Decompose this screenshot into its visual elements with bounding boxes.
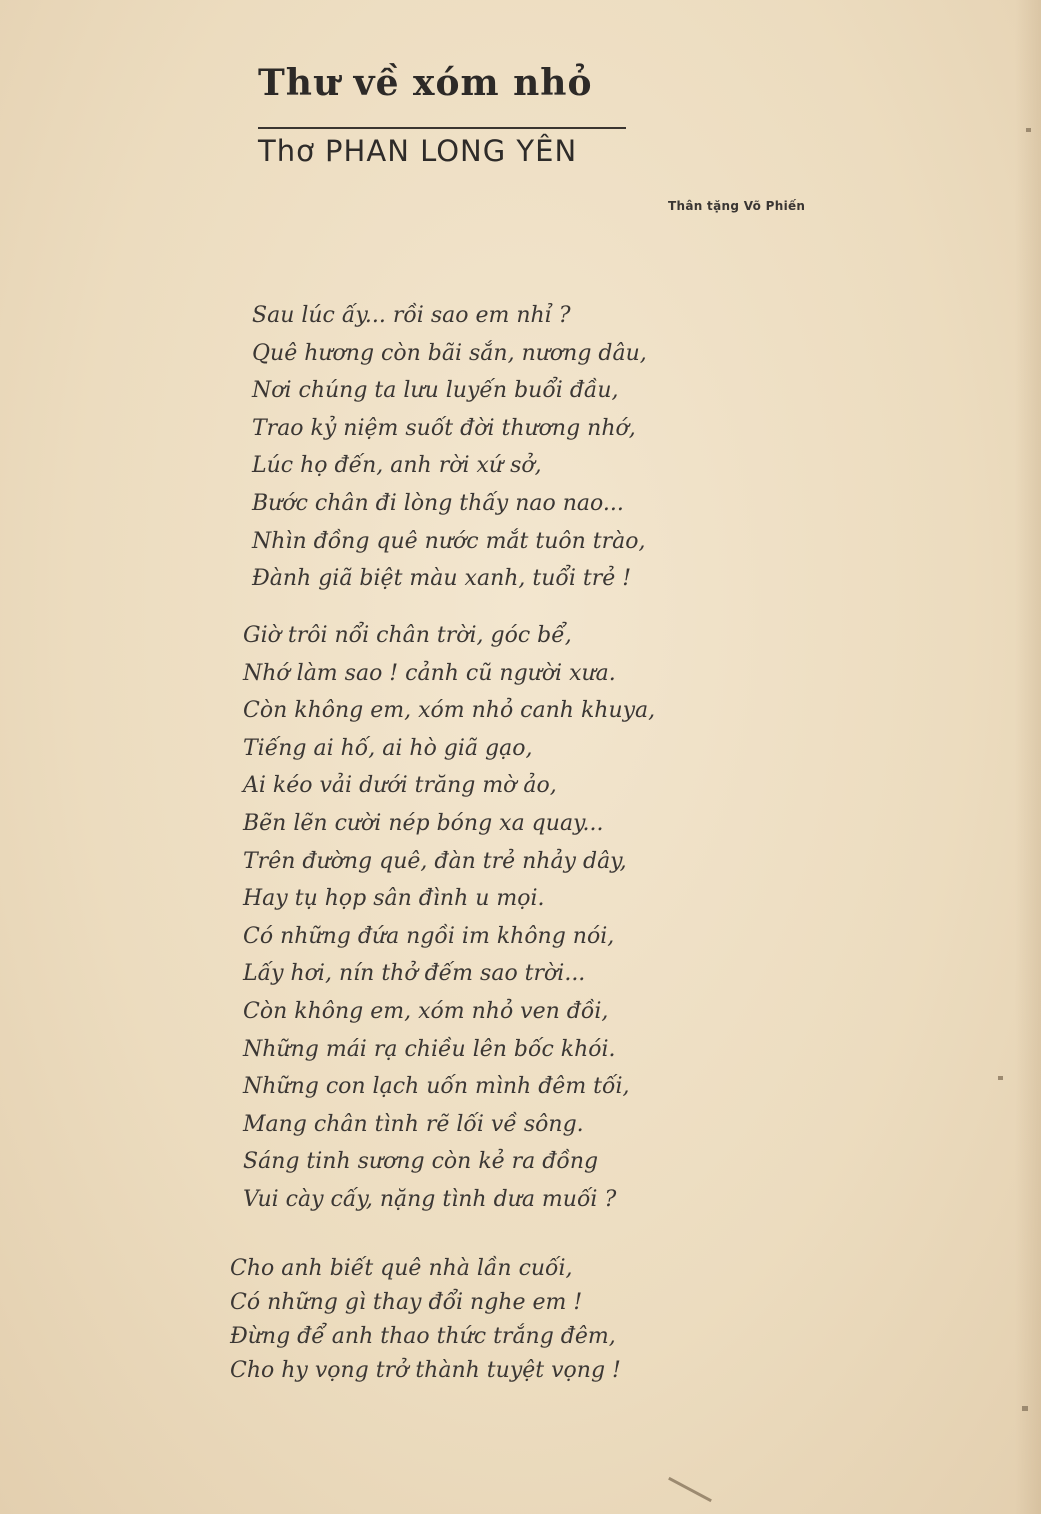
- poem-line: Hay tụ họp sân đình u mọi.: [243, 886, 545, 912]
- poem-line: Còn không em, xóm nhỏ ven đồi,: [243, 998, 609, 1024]
- poem-line: Quê hương còn bãi sắn, nương dâu,: [252, 340, 647, 366]
- paper-crease: [668, 1477, 712, 1502]
- paper-speck: [1026, 128, 1031, 132]
- poem-line: Sau lúc ấy... rồi sao em nhỉ ?: [252, 303, 571, 328]
- poem-line: Cho hy vọng trở thành tuyệt vọng !: [230, 1358, 621, 1383]
- poem-line: Những con lạch uốn mình đêm tối,: [243, 1074, 630, 1100]
- poem-line: Có những gì thay đổi nghe em !: [230, 1290, 583, 1315]
- stanza-1: [252, 297, 647, 598]
- poem-line: Ai kéo vải dưới trăng mờ ảo,: [243, 773, 557, 799]
- poem-line: Tiếng ai hố, ai hò giã gạo,: [243, 735, 533, 761]
- poem-line: Giờ trôi nổi chân trời, góc bể,: [243, 623, 572, 648]
- poem-line: Cho anh biết quê nhà lần cuối,: [230, 1256, 573, 1281]
- poem-line: Lúc họ đến, anh rời xứ sở,: [252, 453, 542, 479]
- poem-title: Thư về xóm nhỏ: [258, 62, 593, 104]
- title-divider: [258, 127, 626, 129]
- poem-line: Lấy hơi, nín thở đếm sao trời...: [243, 961, 586, 987]
- poem-line: Sáng tinh sương còn kẻ ra đồng: [243, 1149, 599, 1175]
- poem-line: Vui cày cấy, nặng tình dưa muối ?: [243, 1186, 617, 1212]
- poem-line: Mang chân tình rẽ lối về sông.: [243, 1111, 584, 1137]
- poem-line: Trên đường quê, đàn trẻ nhảy dây,: [243, 848, 627, 874]
- page-edge-shadow: [1015, 0, 1041, 1514]
- poem-line: Bẽn lẽn cười nép bóng xa quay...: [243, 810, 604, 836]
- stanza-3: [230, 1252, 621, 1388]
- poem-line: Bước chân đi lòng thấy nao nao...: [252, 490, 624, 516]
- poem-line: Nhìn đồng quê nước mắt tuôn trào,: [252, 528, 646, 554]
- poem-line: Trao kỷ niệm suốt đời thương nhớ,: [252, 415, 636, 441]
- stanza-2: [243, 617, 655, 1219]
- poem-author: Thơ PHAN LONG YÊN: [258, 134, 578, 168]
- poem-line: Nơi chúng ta lưu luyến buổi đầu,: [252, 378, 619, 404]
- paper-speck: [998, 1076, 1003, 1080]
- poem-dedication: Thân tặng Võ Phiến: [668, 199, 806, 213]
- poem-line: Còn không em, xóm nhỏ canh khuya,: [243, 698, 656, 724]
- poem-line: Đành giã biệt màu xanh, tuổi trẻ !: [252, 566, 632, 592]
- poem-line: Những mái rạ chiều lên bốc khói.: [243, 1036, 616, 1062]
- poem-line: Nhớ làm sao ! cảnh cũ người xưa.: [243, 660, 616, 686]
- poem-line: Đừng để anh thao thức trắng đêm,: [230, 1324, 616, 1349]
- paper-speck: [1022, 1406, 1028, 1411]
- poem-line: Có những đứa ngồi im không nói,: [243, 923, 615, 949]
